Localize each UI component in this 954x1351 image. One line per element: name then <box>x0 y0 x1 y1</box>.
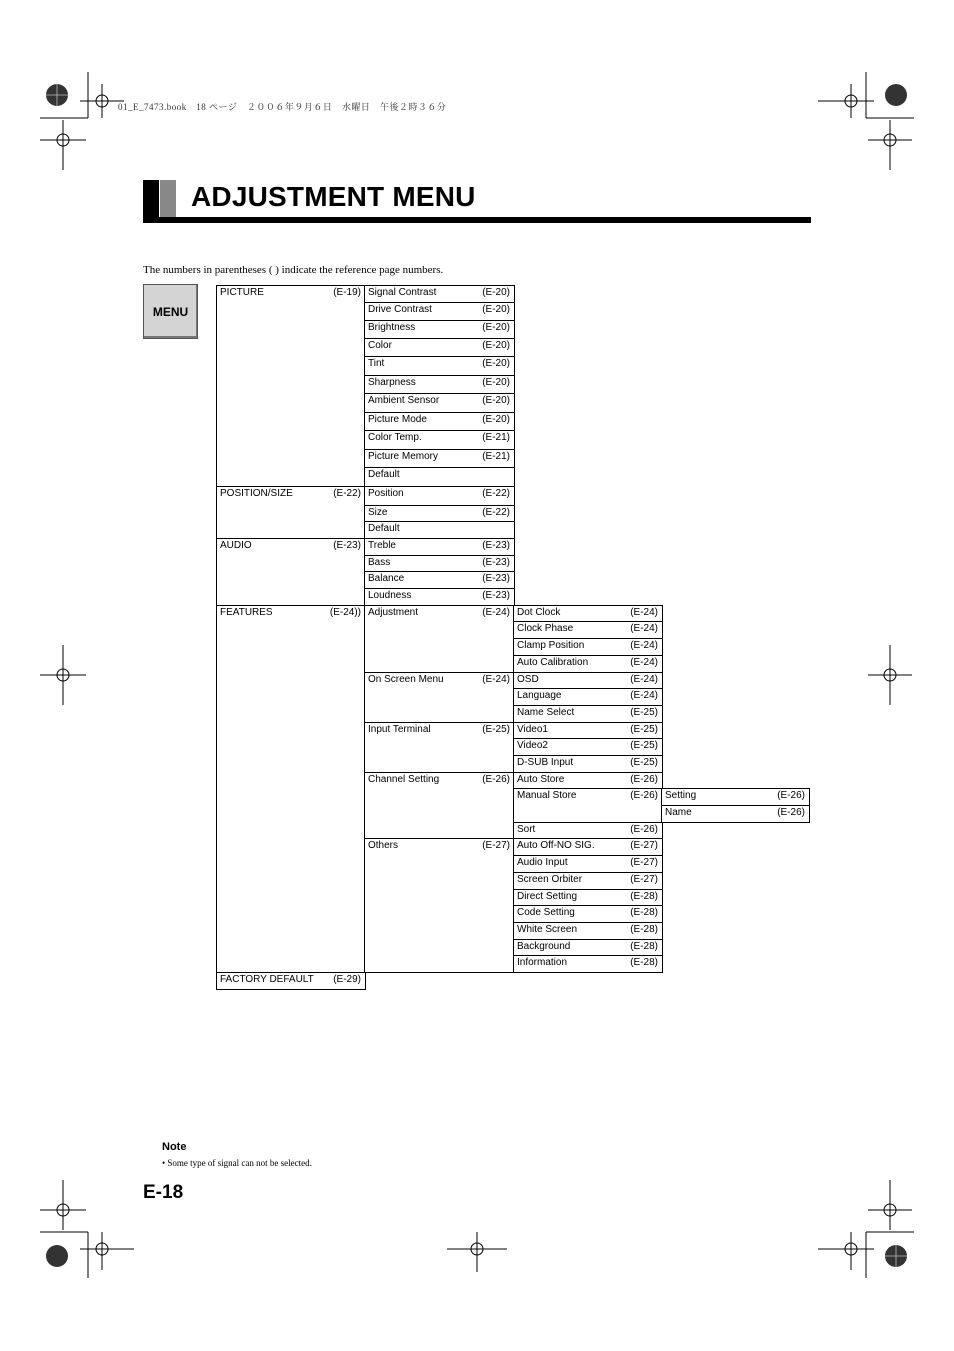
menu-item-label: Information <box>517 957 568 968</box>
menu-level3-item <box>513 655 663 673</box>
menu-item-label: Default <box>368 469 400 480</box>
menu-item-ref: (E-28) <box>630 941 658 952</box>
menu-level2-item <box>364 285 515 303</box>
menu-item-ref: (E-24) <box>482 607 510 618</box>
menu-level3-item <box>513 872 663 890</box>
menu-item-label: Balance <box>368 573 405 584</box>
menu-level3-item <box>513 955 663 973</box>
menu-item-ref: (E-25) <box>630 707 658 718</box>
menu-item-label: Language <box>517 690 562 701</box>
menu-level3-item <box>513 722 663 739</box>
menu-item-label: Auto Store <box>517 774 565 785</box>
menu-item-label: Loudness <box>368 590 412 601</box>
menu-level2-item <box>364 722 515 773</box>
menu-level2-item <box>364 356 515 376</box>
menu-item-label: Color Temp. <box>368 432 422 443</box>
menu-item-label: AUDIO <box>220 540 252 551</box>
page-number: E-18 <box>143 1182 184 1203</box>
menu-level2-item <box>364 338 515 357</box>
menu-item-label: Sort <box>517 824 536 835</box>
menu-level3-item <box>513 889 663 906</box>
menu-item-ref: (E-27) <box>482 840 510 851</box>
menu-item-ref: (E-25) <box>630 740 658 751</box>
menu-level3-item <box>513 605 663 622</box>
menu-item-ref: (E-26) <box>482 774 510 785</box>
menu-item-label: Signal Contrast <box>368 287 437 298</box>
menu-item-ref: (E-24) <box>630 607 658 618</box>
menu-level2-item <box>364 538 515 556</box>
menu-item-ref: (E-22) <box>482 507 510 518</box>
menu-item-label: Video2 <box>517 740 548 751</box>
menu-level2-item <box>364 430 515 450</box>
menu-level3-item <box>513 638 663 656</box>
menu-item-ref: (E-25) <box>482 724 510 735</box>
page-title-block <box>143 180 811 224</box>
menu-item-ref: (E-23) <box>482 573 510 584</box>
menu-item-ref: (E-24) <box>630 690 658 701</box>
menu-level2-item <box>364 467 515 487</box>
menu-item-label: Background <box>517 941 571 952</box>
menu-item-ref: (E-23) <box>482 590 510 601</box>
menu-level1-item <box>216 486 366 539</box>
menu-item-label: POSITION/SIZE <box>220 488 293 499</box>
menu-item-label: Screen Orbiter <box>517 874 583 885</box>
menu-item-ref: (E-24) <box>630 674 658 685</box>
menu-item-label: Picture Mode <box>368 414 427 425</box>
menu-level2-item <box>364 605 515 673</box>
menu-level3-item <box>513 621 663 639</box>
menu-item-ref: (E-25) <box>630 724 658 735</box>
menu-item-label: Picture Memory <box>368 451 439 462</box>
menu-item-label: Auto Calibration <box>517 657 589 668</box>
menu-level2-item <box>364 449 515 468</box>
title-bar-black <box>143 180 159 218</box>
menu-item-label: Clock Phase <box>517 623 574 634</box>
menu-item-ref: (E-27) <box>630 857 658 868</box>
menu-level2-item <box>364 486 515 506</box>
menu-item-label: PICTURE <box>220 287 264 298</box>
menu-item-ref: (E-24) <box>630 657 658 668</box>
menu-item-ref: (E-24)) <box>329 607 361 618</box>
menu-level2-item <box>364 672 515 723</box>
menu-item-ref: (E-22) <box>333 488 361 499</box>
menu-item-ref: (E-20) <box>482 304 510 315</box>
menu-level2-item <box>364 412 515 431</box>
menu-level2-item <box>364 571 515 589</box>
menu-level3-item <box>513 855 663 873</box>
menu-item-ref: (E-20) <box>482 377 510 388</box>
title-bar-gray <box>160 180 176 218</box>
menu-item-label: FACTORY DEFAULT <box>220 974 314 985</box>
menu-item-label: D-SUB Input <box>517 757 574 768</box>
menu-level4-item <box>661 805 810 823</box>
menu-item-ref: (E-22) <box>482 488 510 499</box>
menu-level1-item <box>216 605 366 973</box>
menu-level1-item <box>216 538 366 606</box>
menu-item-label: Others <box>368 840 399 851</box>
menu-item-ref: (E-23) <box>333 540 361 551</box>
menu-item-ref: (E-20) <box>482 395 510 406</box>
menu-item-label: Video1 <box>517 724 548 735</box>
menu-item-label: Sharpness <box>368 377 416 388</box>
menu-item-label: Ambient Sensor <box>368 395 440 406</box>
menu-item-ref: (E-29) <box>333 974 361 985</box>
menu-item-ref: (E-21) <box>482 451 510 462</box>
menu-item-label: On Screen Menu <box>368 674 444 685</box>
menu-level1-item <box>216 285 366 487</box>
menu-level3-item <box>513 838 663 856</box>
menu-item-ref: (E-20) <box>482 287 510 298</box>
menu-level2-item <box>364 505 515 522</box>
menu-item-ref: (E-20) <box>482 322 510 333</box>
menu-item-label: Manual Store <box>517 790 577 801</box>
menu-item-label: White Screen <box>517 924 578 935</box>
intro-text: The numbers in parentheses ( ) indicate the reference page numbers. <box>143 264 444 276</box>
menu-item-label: Default <box>368 523 400 534</box>
menu-item-ref: (E-26) <box>630 774 658 785</box>
menu-item-label: Size <box>368 507 388 518</box>
menu-item-ref: (E-28) <box>630 891 658 902</box>
menu-item-ref: (E-23) <box>482 557 510 568</box>
menu-level3-item <box>513 922 663 940</box>
menu-item-label: Position <box>368 488 404 499</box>
menu-level3-item <box>513 755 663 773</box>
menu-level3-item <box>513 688 663 706</box>
menu-item-label: Channel Setting <box>368 774 440 785</box>
menu-item-label: Bass <box>368 557 391 568</box>
menu-item-ref: (E-24) <box>482 674 510 685</box>
menu-level3-item <box>513 822 663 839</box>
menu-item-ref: (E-27) <box>630 874 658 885</box>
menu-key-label: MENU <box>152 304 189 319</box>
page-title: ADJUSTMENT MENU <box>191 181 476 212</box>
menu-item-ref: (E-19) <box>333 287 361 298</box>
menu-item-ref: (E-26) <box>777 807 805 818</box>
menu-item-label: Clamp Position <box>517 640 585 651</box>
menu-item-label: Brightness <box>368 322 416 333</box>
menu-level2-item <box>364 320 515 339</box>
menu-item-label: OSD <box>517 674 539 685</box>
menu-level2-item <box>364 588 515 606</box>
title-rule <box>143 217 811 223</box>
menu-item-ref: (E-27) <box>630 840 658 851</box>
note-text: • Some type of signal can not be selected. <box>162 1158 312 1168</box>
menu-item-label: Tint <box>368 358 385 369</box>
menu-item-ref: (E-24) <box>630 623 658 634</box>
menu-level3-item <box>513 672 663 689</box>
menu-level3-item <box>513 905 663 923</box>
menu-level2-item <box>364 555 515 572</box>
menu-item-ref: (E-28) <box>630 957 658 968</box>
menu-item-ref: (E-26) <box>630 790 658 801</box>
print-header: 01_E_7473.book 18 ページ ２００６年９月６日 水曜日 午後２時３６分 <box>118 102 447 112</box>
menu-level3-item <box>513 738 663 756</box>
menu-level2-item <box>364 838 515 973</box>
menu-key-icon <box>143 284 198 339</box>
menu-item-label: Auto Off-NO SIG. <box>517 840 595 851</box>
menu-level3-item <box>513 788 663 823</box>
menu-item-ref: (E-21) <box>482 432 510 443</box>
menu-item-label: Color <box>368 340 392 351</box>
menu-item-ref: (E-26) <box>777 790 805 801</box>
menu-item-label: Code Setting <box>517 907 575 918</box>
menu-item-ref: (E-28) <box>630 907 658 918</box>
menu-item-label: FEATURES <box>220 607 273 618</box>
menu-level4-item <box>661 788 810 806</box>
menu-item-label: Treble <box>368 540 396 551</box>
menu-item-label: Drive Contrast <box>368 304 432 315</box>
menu-item-label: Adjustment <box>368 607 419 618</box>
menu-level2-item <box>364 375 515 394</box>
menu-level2-item <box>364 521 515 539</box>
menu-item-ref: (E-24) <box>630 640 658 651</box>
menu-item-label: Audio Input <box>517 857 568 868</box>
menu-item-ref: (E-25) <box>630 757 658 768</box>
menu-level1-item <box>216 972 366 990</box>
menu-item-ref: (E-20) <box>482 414 510 425</box>
menu-item-label: Setting <box>665 790 697 801</box>
menu-item-ref: (E-23) <box>482 540 510 551</box>
menu-level2-item <box>364 393 515 413</box>
menu-level2-item <box>364 772 515 839</box>
menu-item-ref: (E-28) <box>630 924 658 935</box>
menu-item-ref: (E-20) <box>482 358 510 369</box>
menu-item-label: Dot Clock <box>517 607 561 618</box>
menu-level2-item <box>364 302 515 321</box>
menu-item-label: Name Select <box>517 707 575 718</box>
menu-level3-item <box>513 772 663 789</box>
menu-item-label: Name <box>665 807 692 818</box>
menu-level3-item <box>513 705 663 723</box>
note-title: Note <box>162 1141 187 1153</box>
menu-level3-item <box>513 939 663 956</box>
menu-item-label: Input Terminal <box>368 724 431 735</box>
menu-item-label: Direct Setting <box>517 891 578 902</box>
menu-item-ref: (E-20) <box>482 340 510 351</box>
menu-item-ref: (E-26) <box>630 824 658 835</box>
